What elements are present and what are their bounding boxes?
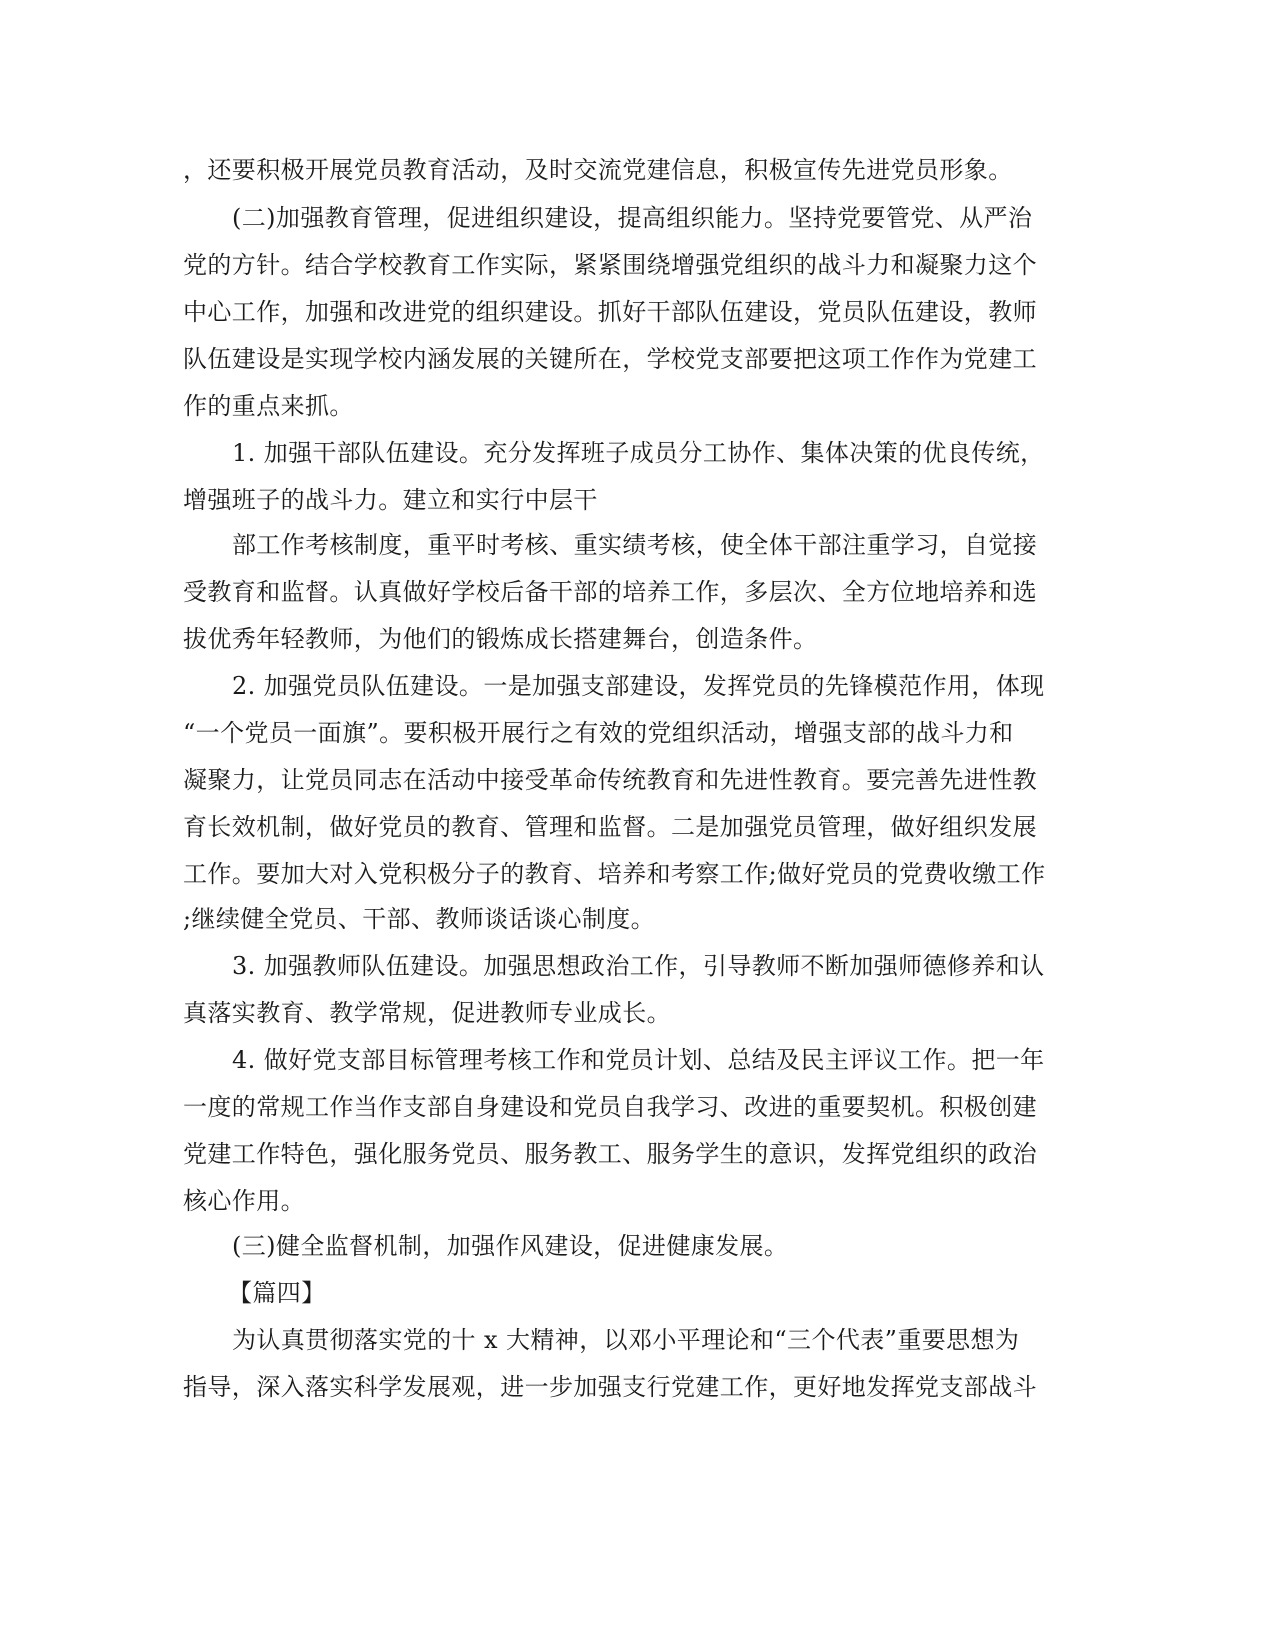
text-line: 作的重点来抓。 <box>183 392 354 420</box>
text-line: 中心工作，加强和改进党的组织建设。抓好干部队伍建设，党员队伍建设，教师 <box>183 298 1037 326</box>
text-line: 3. 加强教师队伍建设。加强思想政治工作，引导教师不断加强师德修养和认 <box>232 952 1045 980</box>
text-line: 4. 做好党支部目标管理考核工作和党员计划、总结及民主评议工作。把一年 <box>232 1046 1045 1074</box>
text-line: 育长效机制，做好党员的教育、管理和监督。二是加强党员管理，做好组织发展 <box>183 813 1037 841</box>
text-line: 工作。要加大对入党积极分子的教育、培养和考察工作;做好党员的党费收缴工作 <box>183 860 1046 888</box>
text-line: 受教育和监督。认真做好学校后备干部的培养工作，多层次、全方位地培养和选 <box>183 578 1037 606</box>
text-line: 部工作考核制度，重平时考核、重实绩考核，使全体干部注重学习，自觉接 <box>232 531 1038 559</box>
text-line: 党的方针。结合学校教育工作实际，紧紧围绕增强党组织的战斗力和凝聚力这个 <box>183 251 1037 279</box>
text-line: ;继续健全党员、干部、教师谈话谈心制度。 <box>183 905 656 933</box>
text-line: 凝聚力，让党员同志在活动中接受革命传统教育和先进性教育。要完善先进性教 <box>183 766 1037 794</box>
text-line: 拔优秀年轻教师，为他们的锻炼成长搭建舞台，创造条件。 <box>183 625 818 653</box>
text-line: ，还要积极开展党员教育活动，及时交流党建信息，积极宣传先进党员形象。 <box>183 156 1013 184</box>
text-line: 真落实教育、教学常规，促进教师专业成长。 <box>183 999 671 1027</box>
text-line: 1. 加强干部队伍建设。充分发挥班子成员分工协作、集体决策的优良传统， <box>232 439 1045 467</box>
text-line: 2. 加强党员队伍建设。一是加强支部建设，发挥党员的先锋模范作用，体现 <box>232 672 1045 700</box>
text-line: 为认真贯彻落实党的十 x 大精神，以邓小平理论和“三个代表”重要思想为 <box>232 1326 1020 1354</box>
paragraph-heading: (二)加强教育管理，促进组织建设，提高组织能力。坚持党要管党、从严治 <box>232 204 1033 232</box>
text-line: 党建工作特色，强化服务党员、服务教工、服务学生的意识，发挥党组织的政治 <box>183 1140 1037 1168</box>
text-line: “一个党员一面旗”。要积极开展行之有效的党组织活动，增强支部的战斗力和 <box>183 719 1014 747</box>
text-line: 队伍建设是实现学校内涵发展的关键所在，学校党支部要把这项工作作为党建工 <box>183 345 1037 373</box>
section-heading: 【篇四】 <box>228 1279 326 1307</box>
text-line: 一度的常规工作当作支部自身建设和党员自我学习、改进的重要契机。积极创建 <box>183 1093 1037 1121</box>
text-line: 核心作用。 <box>183 1187 305 1215</box>
paragraph-heading: (三)健全监督机制，加强作风建设，促进健康发展。 <box>232 1232 789 1260</box>
text-line: 指导，深入落实科学发展观，进一步加强支行党建工作，更好地发挥党支部战斗 <box>183 1373 1037 1401</box>
text-line: 增强班子的战斗力。建立和实行中层干 <box>183 486 598 514</box>
